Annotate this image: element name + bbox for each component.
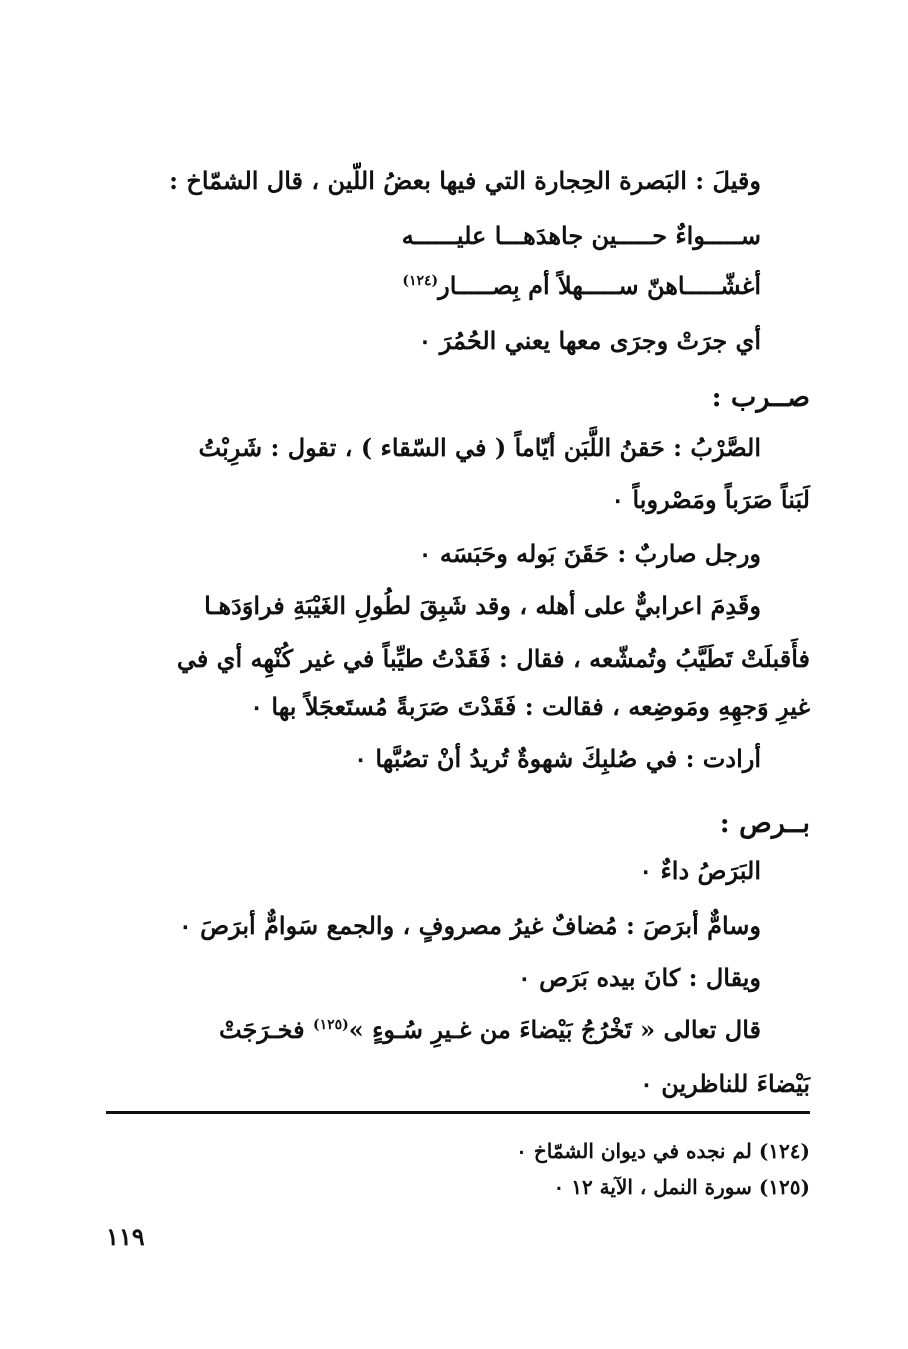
text-line: أرادت : في صُلبِكَ شهوةٌ تُريدُ أنْ تصُبَّها ٠ xyxy=(354,744,761,773)
quran-quote: قال تعالى « تَخْرُجُ بَيْضاءَ من غـيرِ سُـوءٍ » xyxy=(348,1015,761,1044)
text-line: وقَدِمَ اعرابيٌّ على أهله ، وقد شَبِقَ لطُولِ الغَيْبَةِ فراوَدَهـا xyxy=(204,591,761,620)
footnote: (١٢٥) سورة النمل ، الآية ١٢ ٠ xyxy=(553,1175,810,1199)
poem-line xyxy=(402,268,761,304)
footnote: (١٢٤) لم نجده في ديوان الشمّاخ ٠ xyxy=(516,1139,810,1163)
text-line: فأَقبلَتْ تَطَيَّبُ وتُمشّعه ، فقال : فَقَدْتُ طيِّباً في غير كُنْهِه أي في xyxy=(176,644,810,673)
text-line: الصَّرْبُ : حَقنُ اللَّبَن أيّاماً ( في السّقاء ) ، تقول : شَرِبْتُ xyxy=(198,433,761,462)
footnote-divider xyxy=(106,1111,810,1114)
text-line: وقيلَ : البَصرة الحِجارة التي فيها بعضُ اللّين ، قال الشمّاخ : xyxy=(169,166,761,195)
text-line: غيرِ وَجهِهِ ومَوضِعه ، فقالت : فَقَدْتَ صَرَبةً مُستَعجَلاً بها ٠ xyxy=(250,692,810,721)
page-number: ١١٩ xyxy=(106,1222,145,1251)
footnote-ref: (١٢٥) xyxy=(312,1017,349,1033)
text-line: وسامٌّ أبرَصَ : مُضافٌ غيرُ مصروفٍ ، والجمع سَوامٌّ أبرَصَ ٠ xyxy=(178,911,761,940)
footnote-ref: (١٢٤) xyxy=(402,273,439,289)
text-line: ورجل صاربٌ : حَقَنَ بَوله وحَبَسَه ٠ xyxy=(418,539,761,568)
text-line: لَبَناً صَرَباً ومَصْروباً ٠ xyxy=(611,485,810,514)
entry-heading: صــرب : xyxy=(711,382,810,413)
text-line: أي جرَتْ وجرَى معها يعني الحُمُرَ ٠ xyxy=(418,326,761,355)
text-line: ويقال : كانَ بيده بَرَص ٠ xyxy=(517,963,761,992)
text-line xyxy=(219,1012,761,1048)
text-line: بَيْضاءَ للناظرين ٠ xyxy=(639,1069,810,1098)
entry-heading: بــرص : xyxy=(719,808,810,839)
text-line: البَرَصُ داءٌ ٠ xyxy=(639,856,761,885)
quote-continuation: فخـرَجَتْ xyxy=(218,1015,305,1044)
poem-line: ســـــواءٌ حـــــين جاهدَهـــا عليــــــه xyxy=(401,221,761,250)
poem-text: أغشّـــــاهنّ ســـــهلاً أم بِصـــــار xyxy=(438,271,761,300)
